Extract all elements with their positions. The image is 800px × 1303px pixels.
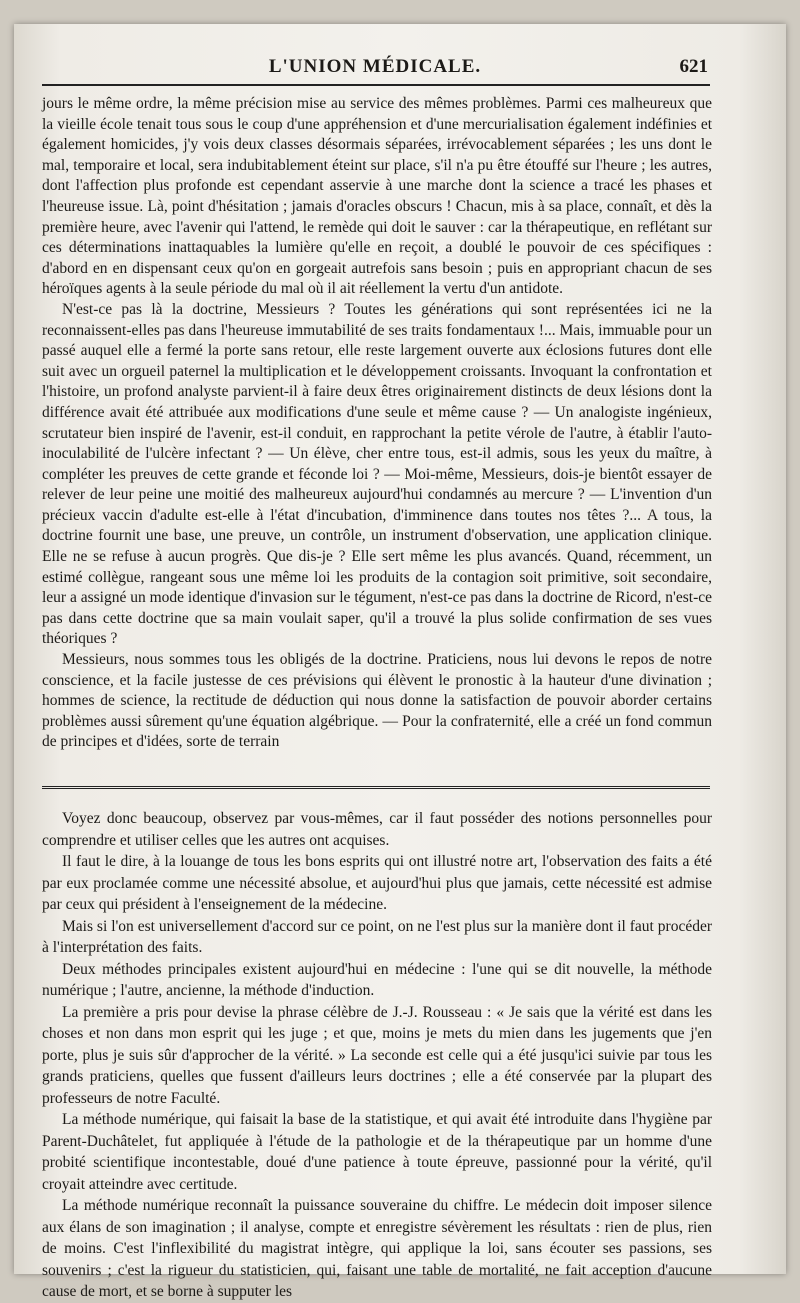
paragraph: La première a pris pour devise la phrase célèbre de J.-J. Rousseau : « Je sais que la vérité est dans les choses et non dans mon esprit qui les juge ; et que, moins je mets du mien dans les jugements que j'en porte, plus je suis sûr d'approcher de la vérité. » La seconde est celle qui a été jusqu'ici suivie par tous les grands praticiens, quelles que fussent d'ailleurs leurs doctrines ; elle a été conservée par la plupart des professeurs de notre Faculté.: [42, 1003, 712, 1107]
paragraph: La méthode numérique reconnaît la puissance souveraine du chiffre. Le médecin doit imposer silence aux élans de son imagination ; il analyse, compte et enregistre sévèrement les résultats : rien de plus, rien de moins. C'est l'inflexibilité du magistrat intègre, qui applique la loi, sans écouter ses passions, ses souvenirs ; c'est la rigueur du statisticien, qui, faisant une table de mortalité, ne fait acception d'aucune cause de mort, et se borne à supputer les: [42, 1197, 712, 1300]
paragraph: N'est-ce pas là la doctrine, Messieurs ? Toutes les générations qui sont représentées ici ne la reconnaissent-elles pas dans l'heureuse immutabilité de ses traits fondamentaux !... Mais, immuable pour un passé auquel elle a fermé la porte sans retour, elle reste largement ouverte aux éclosions futures dont elle suit avec un orgueil paternel la multiplication et le développement croissants. Invoquant la confrontation et l'histoire, un profond analyste parvient-il à faire deux êtres originairement distincts de deux lésions dont la différence avait été attribuée aux modifications d'une seule et même cause ? — Un analogiste ingénieux, scrutateur bien inspiré de l'avenir, est-il conduit, en rapprochant la petite vérole de l'autre, à établir l'auto-inoculabilité de l'ulcère infectant ? — Un élève, cher entre tous, est-il admis, sous les yeux du maître, à compléter les preuves de cette grande et féconde loi ? — Moi-même, Messieurs, dois-je bientôt essayer de relever de leur peine une moitié des malheureux aujourd'hui condamnés au mercure ? — L'invention d'un précieux vaccin d'adulte est-elle à l'état d'incubation, d'imminence dans toutes nos têtes ?... A tous, la doctrine fournit une base, une preuve, un contrôle, un instrument d'observation, une application clinique. Elle ne se refuse à aucun progrès. Que dis-je ? Elle sert même les plus avancés. Quand, récemment, un estimé collègue, rangeant sous une même loi les produits de la contagion soit primitive, soit secondaire, leur a assigné un mode identique d'invasion sur le tégument, n'est-ce pas dans la doctrine de Ricord, n'est-ce pas dans cette doctrine que sa main voulait saper, qu'il a trouvé la plus solide confirmation de ses vues théoriques ?: [42, 300, 712, 648]
upper-article: [42, 94, 712, 753]
page-number: 621: [679, 56, 708, 77]
paragraph: Voyez donc beaucoup, observez par vous-mêmes, car il faut posséder des notions personnelles pour comprendre et utiliser celles que les autres ont acquises.: [42, 810, 712, 849]
paragraph: Il faut le dire, à la louange de tous les bons esprits qui ont illustré notre art, l'observation des faits a été par eux proclamée comme une nécessité absolue, et aujourd'hui plus que jamais, cette nécessité est admise par ceux qui président à l'enseignement de la médecine.: [42, 853, 712, 913]
lower-article: [42, 808, 712, 1303]
page-header: [42, 54, 708, 84]
paragraph: jours le même ordre, la même précision mise au service des mêmes problèmes. Parmi ces malheureux que la vieille école tenait tous sous le coup d'une appréhension et d'une mercurialisation également indéfinies et également homicides, j'y vois deux classes désormais séparées, irrévocablement séparées ; les uns dont le mal, temporaire et local, sera indubitablement éteint sur place, s'il n'a pu être étouffé sur l'heure ; les autres, dont l'affection plus profonde est cependant asservie à une marche dont la science a tracé les phases et l'heureuse issue. Là, point d'hésitation ; jamais d'oracles obscurs ! Chacun, mis à sa place, connaît, et dès la première heure, avec l'avenir qui l'attend, le remède qui doit le sauver : car la thérapeutique, en reflétant sur ces déterminations inattaquables la lumière qu'elle en reçoit, a doublé le pouvoir de ces spécifiques : d'abord en en dispensant ceux qu'on en gorgeait autrefois sans besoin ; puis en appropriant chacun de ses héroïques agents à la seule période du mal où il ait réellement la vertu d'un antidote.: [42, 95, 712, 298]
paragraph: Deux méthodes principales existent aujourd'hui en médecine : l'une qui se dit nouvelle, la méthode numérique ; l'autre, ancienne, la méthode d'induction.: [42, 960, 712, 999]
header-rule: [42, 84, 710, 86]
paragraph: La méthode numérique, qui faisait la base de la statistique, et qui avait été introduite dans l'hygiène par Parent-Duchâtelet, fut appliquée à l'étude de la pathologie et de la thérapeutique par un homme d'une probité scientifique incontestable, doué d'une patience à toute épreuve, passionné pour la vérité, qu'il croyait atteindre avec certitude.: [42, 1111, 712, 1193]
paragraph: Mais si l'on est universellement d'accord sur ce point, on ne l'est plus sur la manière dont il faut procéder à l'interprétation des faits.: [42, 917, 712, 956]
section-separator: [42, 786, 710, 791]
paragraph: Messieurs, nous sommes tous les obligés de la doctrine. Praticiens, nous lui devons le repos de notre conscience, et la facile justesse de ces prévisions qui élèvent le pronostic à la hauteur d'une divination ; hommes de science, la rectitude de déduction qui nous donne la satisfaction de pouvoir aborder certains problèmes aussi sûrement qu'une équation algébrique. — Pour la confraternité, elle a créé un fond commun de principes et d'idées, sorte de terrain: [42, 651, 712, 751]
running-title: L'UNION MÉDICALE.: [268, 56, 482, 77]
